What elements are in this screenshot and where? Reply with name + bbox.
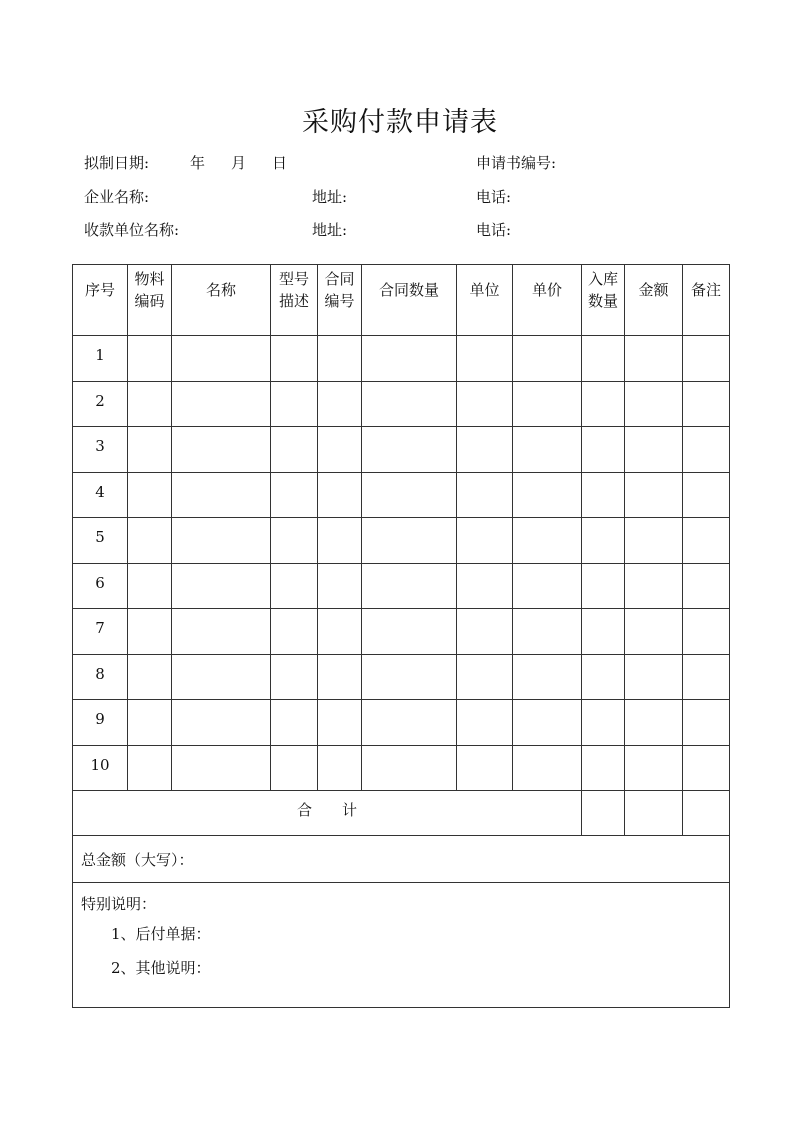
cell-amount[interactable] [625, 745, 683, 791]
header-stock-qty-line1: 入库 [587, 270, 618, 288]
cell-contract-qty[interactable] [362, 518, 457, 564]
cell-contract-qty[interactable] [362, 381, 457, 427]
cell-stock-qty[interactable] [582, 745, 625, 791]
cell-material-code[interactable] [128, 745, 172, 791]
cell-model-desc[interactable] [271, 518, 318, 564]
table-row [73, 745, 730, 791]
cell-unit[interactable] [457, 563, 513, 609]
cell-stock-qty[interactable] [582, 654, 625, 700]
row-seq: 8 [73, 654, 128, 700]
cell-amount[interactable] [625, 472, 683, 518]
row-seq: 5 [73, 518, 128, 564]
payment-request-table [72, 264, 730, 1008]
header-material-code-line1: 物料 [134, 270, 165, 288]
sum-label: 合 计 [73, 791, 582, 836]
header-seq: 序号 [73, 265, 128, 336]
sum-amount[interactable] [625, 791, 683, 836]
table-row [73, 700, 730, 746]
header-amount: 金额 [625, 265, 683, 336]
form-title: 采购付款申请表 [302, 107, 498, 138]
cell-contract-no[interactable] [318, 427, 362, 473]
cell-stock-qty[interactable] [582, 336, 625, 382]
cell-material-code[interactable] [128, 563, 172, 609]
cell-material-code[interactable] [128, 381, 172, 427]
cell-amount[interactable] [625, 381, 683, 427]
cell-remarks[interactable] [683, 472, 730, 518]
cell-name[interactable] [172, 700, 271, 746]
cell-unit-price[interactable] [513, 518, 582, 564]
cell-contract-qty[interactable] [362, 700, 457, 746]
cell-remarks[interactable] [683, 654, 730, 700]
cell-unit-price[interactable] [513, 381, 582, 427]
header-material-code [128, 265, 172, 336]
cell-unit-price[interactable] [513, 472, 582, 518]
notes-field[interactable] [73, 883, 730, 1008]
cell-contract-qty[interactable] [362, 745, 457, 791]
payee-address-label: 地址: [312, 221, 348, 239]
header-model-desc-line1: 型号 [278, 270, 309, 288]
cell-unit[interactable] [457, 472, 513, 518]
cell-unit-price[interactable] [513, 336, 582, 382]
cell-contract-no[interactable] [318, 745, 362, 791]
cell-unit-price[interactable] [513, 427, 582, 473]
cell-name[interactable] [172, 472, 271, 518]
cell-name[interactable] [172, 381, 271, 427]
cell-material-code[interactable] [128, 700, 172, 746]
cell-amount[interactable] [625, 563, 683, 609]
cell-amount[interactable] [625, 427, 683, 473]
cell-contract-no[interactable] [318, 609, 362, 655]
month-label: 月 [231, 154, 247, 172]
cell-unit[interactable] [457, 654, 513, 700]
row-seq: 6 [73, 563, 128, 609]
table-row [73, 518, 730, 564]
header-material-code-line2: 编码 [134, 292, 165, 310]
cell-name[interactable] [172, 745, 271, 791]
header-contract-qty: 合同数量 [362, 265, 457, 336]
header-remarks: 备注 [683, 265, 730, 336]
header-contract-no [318, 265, 362, 336]
header-unit: 单位 [457, 265, 513, 336]
cell-contract-no[interactable] [318, 654, 362, 700]
cell-contract-qty[interactable] [362, 472, 457, 518]
cell-unit-price[interactable] [513, 654, 582, 700]
cell-name[interactable] [172, 609, 271, 655]
table-row [73, 654, 730, 700]
cell-model-desc[interactable] [271, 745, 318, 791]
row-seq: 9 [73, 700, 128, 746]
row-seq: 2 [73, 381, 128, 427]
row-seq: 10 [73, 745, 128, 791]
cell-remarks[interactable] [683, 609, 730, 655]
header-contract-no-line2: 编号 [324, 292, 355, 310]
header-stock-qty [582, 265, 625, 336]
table-row [73, 336, 730, 382]
cell-contract-no[interactable] [318, 563, 362, 609]
cell-material-code[interactable] [128, 654, 172, 700]
note-item-other: 2、其他说明： [111, 959, 211, 977]
payee-phone-label: 电话: [476, 221, 512, 239]
payee-name-label: 收款单位名称: [84, 221, 180, 239]
cell-amount[interactable] [625, 609, 683, 655]
cell-remarks[interactable] [683, 700, 730, 746]
cell-model-desc[interactable] [271, 336, 318, 382]
cell-stock-qty[interactable] [582, 518, 625, 564]
cell-name[interactable] [172, 518, 271, 564]
company-address-label: 地址: [312, 188, 348, 206]
cell-unit[interactable] [457, 381, 513, 427]
cell-contract-qty[interactable] [362, 563, 457, 609]
cell-name[interactable] [172, 336, 271, 382]
cell-name[interactable] [172, 427, 271, 473]
table-row [73, 472, 730, 518]
cell-unit-price[interactable] [513, 609, 582, 655]
company-name-label: 企业名称: [84, 188, 150, 206]
cell-model-desc[interactable] [271, 381, 318, 427]
cell-stock-qty[interactable] [582, 427, 625, 473]
cell-model-desc[interactable] [271, 700, 318, 746]
cell-model-desc[interactable] [271, 563, 318, 609]
row-seq: 7 [73, 609, 128, 655]
cell-stock-qty[interactable] [582, 381, 625, 427]
table-row [73, 381, 730, 427]
cell-remarks[interactable] [683, 518, 730, 564]
cell-contract-qty[interactable] [362, 336, 457, 382]
sum-stock-qty[interactable] [582, 791, 625, 836]
cell-model-desc[interactable] [271, 472, 318, 518]
table-row [73, 609, 730, 655]
cell-contract-no[interactable] [318, 518, 362, 564]
cell-contract-qty[interactable] [362, 609, 457, 655]
cell-model-desc[interactable] [271, 427, 318, 473]
row-seq: 1 [73, 336, 128, 382]
total-amount-field[interactable] [73, 836, 730, 883]
table-row [73, 563, 730, 609]
cell-remarks[interactable] [683, 336, 730, 382]
cell-unit[interactable] [457, 518, 513, 564]
cell-contract-no[interactable] [318, 336, 362, 382]
cell-stock-qty[interactable] [582, 563, 625, 609]
row-seq: 4 [73, 472, 128, 518]
cell-contract-no[interactable] [318, 700, 362, 746]
cell-contract-no[interactable] [318, 381, 362, 427]
cell-material-code[interactable] [128, 518, 172, 564]
notes-row [73, 883, 730, 1008]
cell-model-desc[interactable] [271, 609, 318, 655]
note-item-after-documents: 1、后付单据： [111, 925, 211, 943]
cell-name[interactable] [172, 654, 271, 700]
cell-stock-qty[interactable] [582, 609, 625, 655]
sum-remarks[interactable] [683, 791, 730, 836]
company-phone-label: 电话: [476, 188, 512, 206]
date-label: 拟制日期: [84, 154, 150, 172]
sum-row [73, 791, 730, 836]
cell-stock-qty[interactable] [582, 700, 625, 746]
row-seq: 3 [73, 427, 128, 473]
cell-name[interactable] [172, 563, 271, 609]
header-row [73, 265, 730, 336]
cell-unit[interactable] [457, 745, 513, 791]
cell-material-code[interactable] [128, 427, 172, 473]
cell-contract-no[interactable] [318, 472, 362, 518]
header-unit-price: 单价 [513, 265, 582, 336]
cell-unit[interactable] [457, 336, 513, 382]
cell-remarks[interactable] [683, 381, 730, 427]
day-label: 日 [272, 154, 288, 172]
cell-contract-qty[interactable] [362, 427, 457, 473]
cell-material-code[interactable] [128, 609, 172, 655]
cell-unit-price[interactable] [513, 745, 582, 791]
cell-unit[interactable] [457, 700, 513, 746]
header-model-desc [271, 265, 318, 336]
cell-amount[interactable] [625, 700, 683, 746]
cell-stock-qty[interactable] [582, 472, 625, 518]
total-amount-row [73, 836, 730, 883]
cell-unit[interactable] [457, 427, 513, 473]
cell-material-code[interactable] [128, 336, 172, 382]
table-row [73, 427, 730, 473]
cell-unit-price[interactable] [513, 563, 582, 609]
cell-amount[interactable] [625, 336, 683, 382]
cell-amount[interactable] [625, 518, 683, 564]
cell-material-code[interactable] [128, 472, 172, 518]
year-label: 年 [190, 154, 206, 172]
total-amount-label: 总金额（大写）： [81, 850, 194, 869]
cell-model-desc[interactable] [271, 654, 318, 700]
application-no-label: 申请书编号: [476, 154, 557, 172]
cell-remarks[interactable] [683, 563, 730, 609]
cell-remarks[interactable] [683, 427, 730, 473]
header-model-desc-line2: 描述 [278, 292, 309, 310]
cell-contract-qty[interactable] [362, 654, 457, 700]
cell-unit[interactable] [457, 609, 513, 655]
cell-remarks[interactable] [683, 745, 730, 791]
cell-amount[interactable] [625, 654, 683, 700]
cell-unit-price[interactable] [513, 700, 582, 746]
header-name: 名称 [172, 265, 271, 336]
header-contract-no-line1: 合同 [324, 270, 355, 288]
notes-label: 特别说明： [81, 895, 157, 913]
header-stock-qty-line2: 数量 [587, 292, 618, 310]
